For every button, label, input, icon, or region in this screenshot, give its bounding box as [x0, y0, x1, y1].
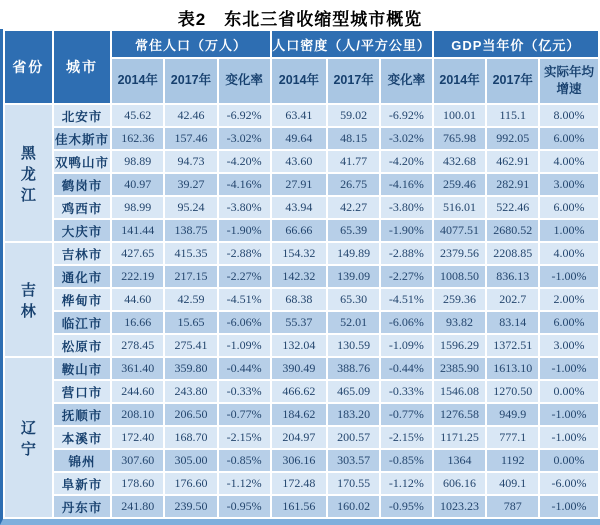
value-cell: 2379.56 — [433, 242, 487, 265]
value-cell: 1171.25 — [433, 426, 487, 449]
value-cell: -4.51% — [380, 288, 433, 311]
value-cell: -6.92% — [380, 104, 433, 127]
value-cell: -2.27% — [218, 265, 271, 288]
value-cell: -1.00% — [539, 357, 599, 380]
table-row — [4, 242, 599, 265]
value-cell: 1613.10 — [486, 357, 539, 380]
value-cell: 168.70 — [164, 426, 218, 449]
value-cell: 68.38 — [271, 288, 328, 311]
subheader-den-2014: 2014年 — [271, 58, 328, 104]
value-cell: 836.13 — [486, 265, 539, 288]
value-cell: 178.60 — [111, 472, 164, 495]
header-group-population: 常住人口（万人） — [111, 30, 270, 58]
value-cell: 172.48 — [271, 472, 328, 495]
value-cell: 243.80 — [164, 380, 218, 403]
province-cell — [4, 357, 53, 518]
value-cell: 4077.51 — [433, 219, 487, 242]
value-cell: 206.50 — [164, 403, 218, 426]
value-cell: 184.62 — [271, 403, 328, 426]
value-cell: -0.33% — [380, 380, 433, 403]
value-cell: 176.60 — [164, 472, 218, 495]
value-cell: -0.77% — [218, 403, 271, 426]
value-cell: 130.59 — [327, 334, 380, 357]
value-cell: -4.16% — [218, 173, 271, 196]
value-cell: 8.00% — [539, 104, 599, 127]
value-cell: -6.06% — [380, 311, 433, 334]
table-row — [4, 265, 599, 288]
value-cell: 0.00% — [539, 449, 599, 472]
value-cell: 516.01 — [433, 196, 487, 219]
value-cell: 307.60 — [111, 449, 164, 472]
value-cell: 6.00% — [539, 196, 599, 219]
value-cell: 992.05 — [486, 127, 539, 150]
value-cell: 208.10 — [111, 403, 164, 426]
value-cell: -1.12% — [380, 472, 433, 495]
value-cell: 409.1 — [486, 472, 539, 495]
value-cell: -3.02% — [218, 127, 271, 150]
value-cell: 200.57 — [327, 426, 380, 449]
value-cell: 217.15 — [164, 265, 218, 288]
value-cell: -6.00% — [539, 472, 599, 495]
value-cell: 202.7 — [486, 288, 539, 311]
subheader-pop-2014: 2014年 — [111, 58, 164, 104]
value-cell: 39.27 — [164, 173, 218, 196]
value-cell: 63.41 — [271, 104, 328, 127]
value-cell: 4.00% — [539, 242, 599, 265]
table-row — [4, 150, 599, 173]
value-cell: 95.24 — [164, 196, 218, 219]
value-cell: 1192 — [486, 449, 539, 472]
province-cell — [4, 242, 53, 357]
value-cell: -1.12% — [218, 472, 271, 495]
city-name: 抚顺市 — [53, 403, 112, 426]
value-cell: 6.00% — [539, 311, 599, 334]
city-name: 本溪市 — [53, 426, 112, 449]
subheader-den-2017: 2017年 — [327, 58, 380, 104]
value-cell: 183.20 — [327, 403, 380, 426]
value-cell: 149.89 — [327, 242, 380, 265]
value-cell: 305.00 — [164, 449, 218, 472]
table-row — [4, 311, 599, 334]
value-cell: 27.91 — [271, 173, 328, 196]
value-cell: 777.1 — [486, 426, 539, 449]
city-name: 北安市 — [53, 104, 112, 127]
table-row — [4, 403, 599, 426]
value-cell: 40.97 — [111, 173, 164, 196]
value-cell: 161.56 — [271, 495, 328, 518]
value-cell: -2.15% — [380, 426, 433, 449]
value-cell: 154.32 — [271, 242, 328, 265]
value-cell: 0.00% — [539, 380, 599, 403]
value-cell: 26.75 — [327, 173, 380, 196]
value-cell: 1372.51 — [486, 334, 539, 357]
value-cell: 306.16 — [271, 449, 328, 472]
value-cell: 390.49 — [271, 357, 328, 380]
table-row — [4, 104, 599, 127]
value-cell: 278.45 — [111, 334, 164, 357]
value-cell: 65.30 — [327, 288, 380, 311]
value-cell: 949.9 — [486, 403, 539, 426]
value-cell: 462.91 — [486, 150, 539, 173]
table-header — [4, 30, 599, 104]
province-cell — [4, 104, 53, 242]
value-cell: 465.09 — [327, 380, 380, 403]
value-cell: 115.1 — [486, 104, 539, 127]
value-cell: 222.19 — [111, 265, 164, 288]
table-title: 表2 东北三省收缩型城市概览 — [177, 10, 423, 29]
value-cell: 100.01 — [433, 104, 487, 127]
table-row — [4, 472, 599, 495]
value-cell: 427.65 — [111, 242, 164, 265]
value-cell: -1.09% — [380, 334, 433, 357]
city-name: 鞍山市 — [53, 357, 112, 380]
value-cell: 1.00% — [539, 219, 599, 242]
table-row — [4, 127, 599, 150]
city-name: 锦州 — [53, 449, 112, 472]
value-cell: -0.95% — [380, 495, 433, 518]
value-cell: 139.09 — [327, 265, 380, 288]
value-cell: 259.46 — [433, 173, 487, 196]
value-cell: 83.14 — [486, 311, 539, 334]
value-cell: 432.68 — [433, 150, 487, 173]
city-name: 阜新市 — [53, 472, 112, 495]
table-row — [4, 334, 599, 357]
city-name: 鹤岗市 — [53, 173, 112, 196]
value-cell: 2.00% — [539, 288, 599, 311]
subheader-real-growth: 实际年均增速 — [539, 58, 599, 104]
subheader-pop-change: 变化率 — [218, 58, 271, 104]
value-cell: 41.77 — [327, 150, 380, 173]
table-row — [4, 357, 599, 380]
value-cell: 98.99 — [111, 196, 164, 219]
city-name: 大庆市 — [53, 219, 112, 242]
value-cell: -1.00% — [539, 495, 599, 518]
city-name: 丹东市 — [53, 495, 112, 518]
value-cell: 55.37 — [271, 311, 328, 334]
value-cell: 275.41 — [164, 334, 218, 357]
table-row — [4, 495, 599, 518]
value-cell: 282.91 — [486, 173, 539, 196]
value-cell: -0.33% — [218, 380, 271, 403]
value-cell: -4.16% — [380, 173, 433, 196]
value-cell: 42.27 — [327, 196, 380, 219]
table-body — [4, 104, 599, 518]
subheader-gdp-2014: 2014年 — [433, 58, 487, 104]
value-cell: 98.89 — [111, 150, 164, 173]
value-cell: 303.57 — [327, 449, 380, 472]
header-city: 城市 — [53, 30, 112, 104]
table-row — [4, 173, 599, 196]
value-cell: 42.59 — [164, 288, 218, 311]
value-cell: 241.80 — [111, 495, 164, 518]
value-cell: 787 — [486, 495, 539, 518]
city-name: 临江市 — [53, 311, 112, 334]
value-cell: -3.80% — [218, 196, 271, 219]
province-name: 吉 林 — [20, 281, 36, 320]
value-cell: 48.15 — [327, 127, 380, 150]
value-cell: 3.00% — [539, 173, 599, 196]
value-cell: 204.97 — [271, 426, 328, 449]
subheader-pop-2017: 2017年 — [164, 58, 218, 104]
value-cell: 606.16 — [433, 472, 487, 495]
header-province: 省份 — [4, 30, 53, 104]
value-cell: 1364 — [433, 449, 487, 472]
value-cell: 42.46 — [164, 104, 218, 127]
value-cell: 45.62 — [111, 104, 164, 127]
value-cell: 16.66 — [111, 311, 164, 334]
value-cell: 49.64 — [271, 127, 328, 150]
value-cell: 44.60 — [111, 288, 164, 311]
value-cell: 1008.50 — [433, 265, 487, 288]
value-cell: 170.55 — [327, 472, 380, 495]
value-cell: -3.02% — [380, 127, 433, 150]
value-cell: 2208.85 — [486, 242, 539, 265]
value-cell: 2385.90 — [433, 357, 487, 380]
value-cell: 43.60 — [271, 150, 328, 173]
value-cell: 157.46 — [164, 127, 218, 150]
value-cell: -4.20% — [218, 150, 271, 173]
subheader-den-change: 变化率 — [380, 58, 433, 104]
value-cell: 1270.50 — [486, 380, 539, 403]
value-cell: 388.76 — [327, 357, 380, 380]
value-cell: -2.27% — [380, 265, 433, 288]
value-cell: -0.85% — [218, 449, 271, 472]
city-name: 佳木斯市 — [53, 127, 112, 150]
value-cell: 162.36 — [111, 127, 164, 150]
value-cell: -4.20% — [380, 150, 433, 173]
value-cell: 52.01 — [327, 311, 380, 334]
value-cell: -1.90% — [218, 219, 271, 242]
value-cell: -0.44% — [380, 357, 433, 380]
value-cell: -1.00% — [539, 426, 599, 449]
value-cell: -2.88% — [218, 242, 271, 265]
subheader-gdp-2017: 2017年 — [486, 58, 539, 104]
table-row — [4, 380, 599, 403]
value-cell: -1.00% — [539, 265, 599, 288]
value-cell: 1023.23 — [433, 495, 487, 518]
value-cell: 1546.08 — [433, 380, 487, 403]
city-name: 鸡西市 — [53, 196, 112, 219]
value-cell: 466.62 — [271, 380, 328, 403]
value-cell: 4.00% — [539, 150, 599, 173]
value-cell: -1.00% — [539, 403, 599, 426]
value-cell: -4.51% — [218, 288, 271, 311]
value-cell: 259.36 — [433, 288, 487, 311]
value-cell: -2.88% — [380, 242, 433, 265]
value-cell: 142.32 — [271, 265, 328, 288]
value-cell: 2680.52 — [486, 219, 539, 242]
value-cell: 244.60 — [111, 380, 164, 403]
value-cell: 361.40 — [111, 357, 164, 380]
value-cell: 1276.58 — [433, 403, 487, 426]
value-cell: 3.00% — [539, 334, 599, 357]
shrinking-cities-table — [0, 29, 600, 525]
city-name: 营口市 — [53, 380, 112, 403]
table-row — [4, 196, 599, 219]
city-name: 吉林市 — [53, 242, 112, 265]
province-name: 辽 宁 — [20, 419, 36, 458]
table-row — [4, 426, 599, 449]
value-cell: 43.94 — [271, 196, 328, 219]
value-cell: -6.06% — [218, 311, 271, 334]
value-cell: 6.00% — [539, 127, 599, 150]
value-cell: -6.92% — [218, 104, 271, 127]
value-cell: 132.04 — [271, 334, 328, 357]
value-cell: 93.82 — [433, 311, 487, 334]
value-cell: 59.02 — [327, 104, 380, 127]
value-cell: 1596.29 — [433, 334, 487, 357]
value-cell: -1.90% — [380, 219, 433, 242]
value-cell: 239.50 — [164, 495, 218, 518]
province-name: 黑 龙 江 — [20, 144, 36, 204]
value-cell: -0.77% — [380, 403, 433, 426]
value-cell: -0.44% — [218, 357, 271, 380]
city-name: 双鸭山市 — [53, 150, 112, 173]
value-cell: -2.15% — [218, 426, 271, 449]
city-name: 通化市 — [53, 265, 112, 288]
value-cell: 15.65 — [164, 311, 218, 334]
value-cell: -0.85% — [380, 449, 433, 472]
header-group-gdp: GDP当年价（亿元） — [433, 30, 599, 58]
value-cell: 172.40 — [111, 426, 164, 449]
table-row — [4, 219, 599, 242]
value-cell: 65.39 — [327, 219, 380, 242]
value-cell: 160.02 — [327, 495, 380, 518]
value-cell: 415.35 — [164, 242, 218, 265]
header-group-density: 人口密度（人/平方公里） — [271, 30, 433, 58]
value-cell: 138.75 — [164, 219, 218, 242]
value-cell: 522.46 — [486, 196, 539, 219]
value-cell: -0.95% — [218, 495, 271, 518]
value-cell: 94.73 — [164, 150, 218, 173]
value-cell: -1.09% — [218, 334, 271, 357]
value-cell: 66.66 — [271, 219, 328, 242]
value-cell: 141.44 — [111, 219, 164, 242]
value-cell: -3.80% — [380, 196, 433, 219]
table-row — [4, 288, 599, 311]
value-cell: 359.80 — [164, 357, 218, 380]
city-name: 桦甸市 — [53, 288, 112, 311]
table-row — [4, 449, 599, 472]
city-name: 松原市 — [53, 334, 112, 357]
value-cell: 765.98 — [433, 127, 487, 150]
